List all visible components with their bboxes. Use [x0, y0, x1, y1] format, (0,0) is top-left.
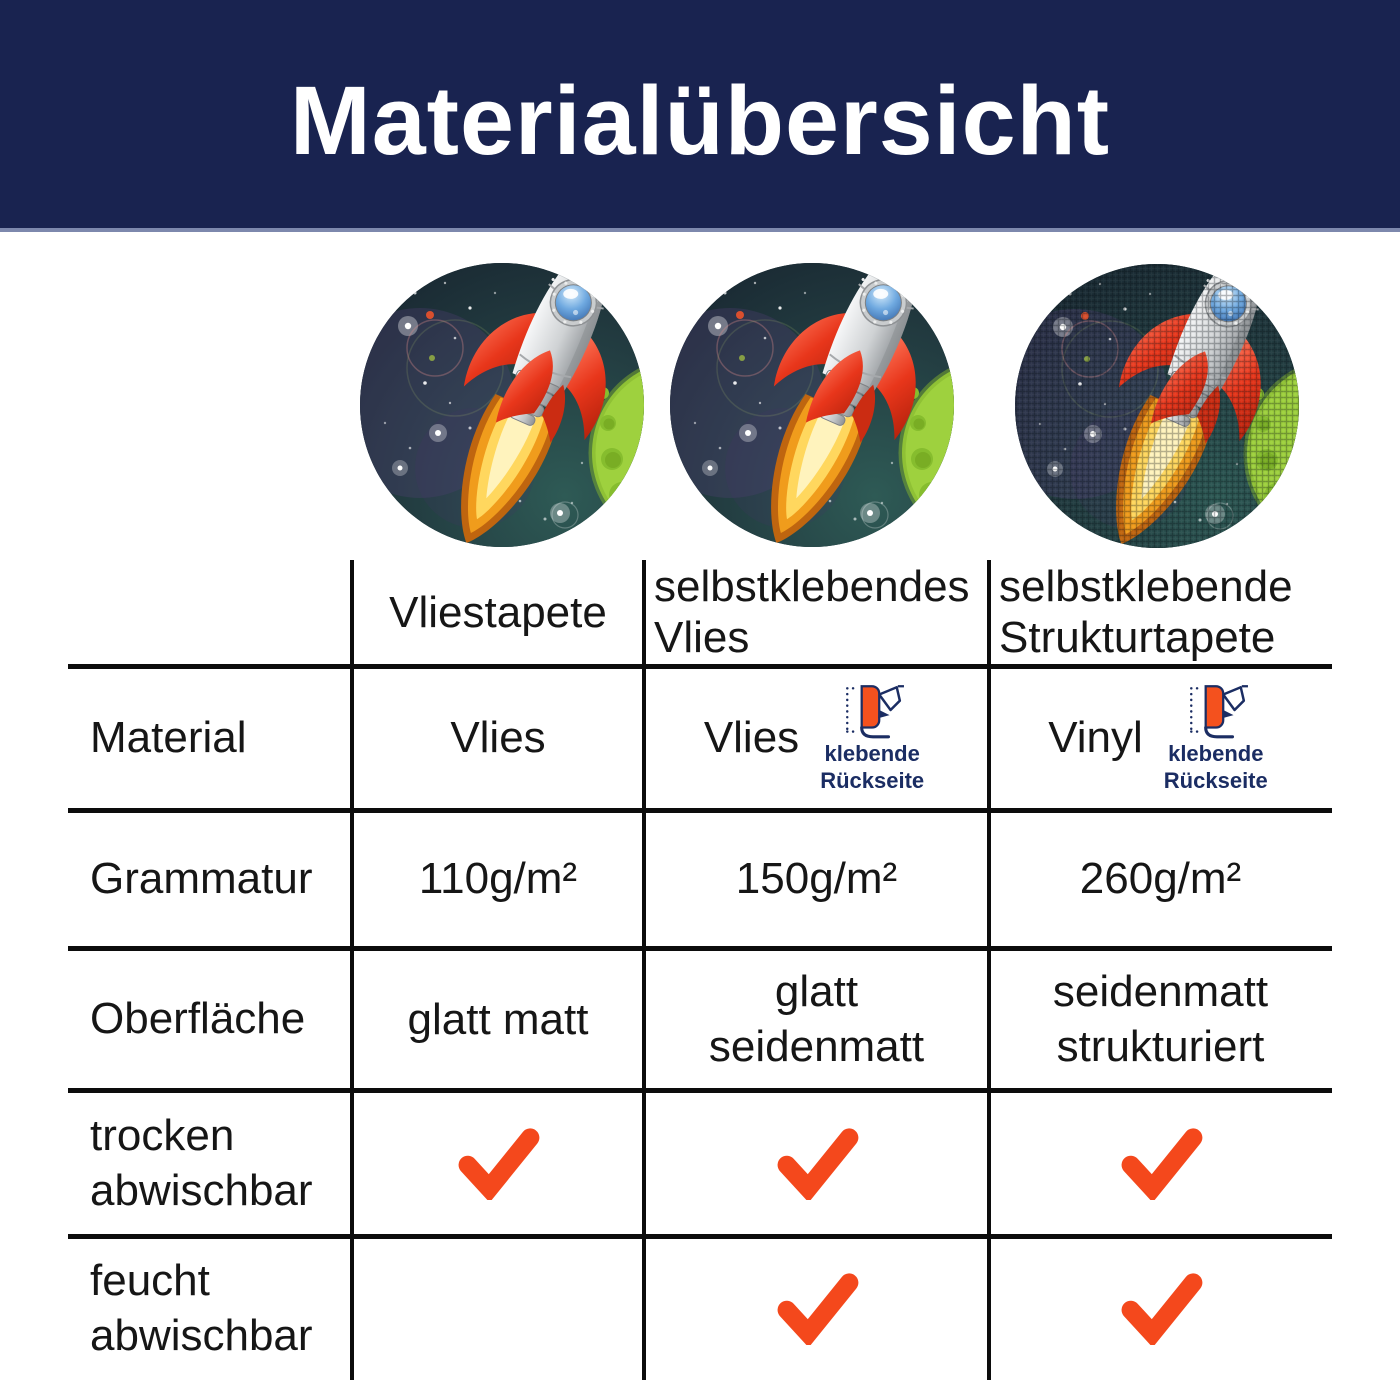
table-vertical-line [642, 560, 646, 1380]
row-label-material: Material [90, 712, 247, 762]
material-value-col1 [352, 666, 644, 810]
row-label-text: trocken abwischbar [90, 1111, 313, 1215]
check-icon [773, 1271, 861, 1345]
page-title: Materialübersicht [289, 66, 1111, 175]
table-horizontal-line [68, 946, 1332, 951]
material-value: Vlies [450, 712, 546, 762]
adhesive-back-label: klebende Rückseite [820, 740, 925, 793]
check-icon [1117, 1126, 1205, 1200]
row-label-trocken-abwischbar [68, 1090, 352, 1236]
oberflaeche-value-col2 [644, 948, 989, 1090]
column-header-vliestapete [352, 560, 644, 666]
adhesive-back-icon [839, 682, 905, 740]
column-header-selbstklebende-strukturtapete [989, 560, 1332, 666]
trocken-check-col3 [989, 1090, 1332, 1236]
column-header-selbstklebendes-vlies [644, 560, 989, 666]
grammatur-value-col3: 260g/m² [1079, 853, 1242, 903]
column-header-label: Vliestapete [389, 587, 607, 637]
surface-value: seidenmatt strukturiert [1052, 967, 1269, 1071]
product-image-vliestapete [360, 263, 644, 547]
check-icon [773, 1126, 861, 1200]
feucht-check-col2 [644, 1236, 989, 1380]
material-value: Vinyl [1048, 712, 1143, 762]
product-image-selbstklebendes-vlies [670, 263, 954, 547]
feucht-check-col1-empty [352, 1236, 644, 1380]
adhesive-back-label: klebende Rückseite [1163, 740, 1268, 793]
check-icon [454, 1126, 542, 1200]
row-label-text: feucht abwischbar [90, 1256, 313, 1360]
trocken-check-col1 [352, 1090, 644, 1236]
surface-value: glatt matt [407, 994, 589, 1044]
table-horizontal-line [68, 1234, 1332, 1239]
adhesive-back-icon [1183, 682, 1249, 740]
grammatur-value-col2: 150g/m² [735, 853, 898, 903]
table-horizontal-line [68, 808, 1332, 813]
grammatur-value-col1: 110g/m² [418, 853, 578, 903]
adhesive-back-badge [1159, 682, 1273, 795]
column-header-label: selbstklebendes Vlies [654, 562, 970, 662]
table-horizontal-line [68, 664, 1332, 669]
material-value: Vlies [703, 712, 800, 762]
adhesive-back-badge [815, 682, 929, 795]
material-value-col3 [989, 666, 1332, 810]
check-icon [1117, 1271, 1205, 1345]
row-label-oberflaeche: Oberfläche [90, 993, 306, 1043]
table-vertical-line [987, 560, 991, 1380]
table-horizontal-line [68, 1088, 1332, 1093]
rocket-space-illustration-textured-icon [1015, 264, 1299, 548]
column-header-label: selbstklebende Strukturtapete [999, 562, 1293, 662]
material-value-col2 [644, 666, 989, 810]
row-label-grammatur: Grammatur [90, 853, 313, 903]
oberflaeche-value-col1 [352, 948, 644, 1090]
table-corner-empty [68, 560, 352, 666]
title-band [0, 0, 1400, 232]
product-image-strukturtapete [1015, 264, 1299, 548]
table-vertical-line [350, 560, 354, 1380]
surface-value: glatt seidenmatt [708, 967, 925, 1071]
oberflaeche-value-col3 [989, 948, 1332, 1090]
feucht-check-col3 [989, 1236, 1332, 1380]
rocket-space-illustration-icon [360, 263, 644, 547]
row-label-feucht-abwischbar [68, 1236, 352, 1380]
comparison-table [68, 560, 1332, 1380]
rocket-space-illustration-icon [670, 263, 954, 547]
trocken-check-col2 [644, 1090, 989, 1236]
